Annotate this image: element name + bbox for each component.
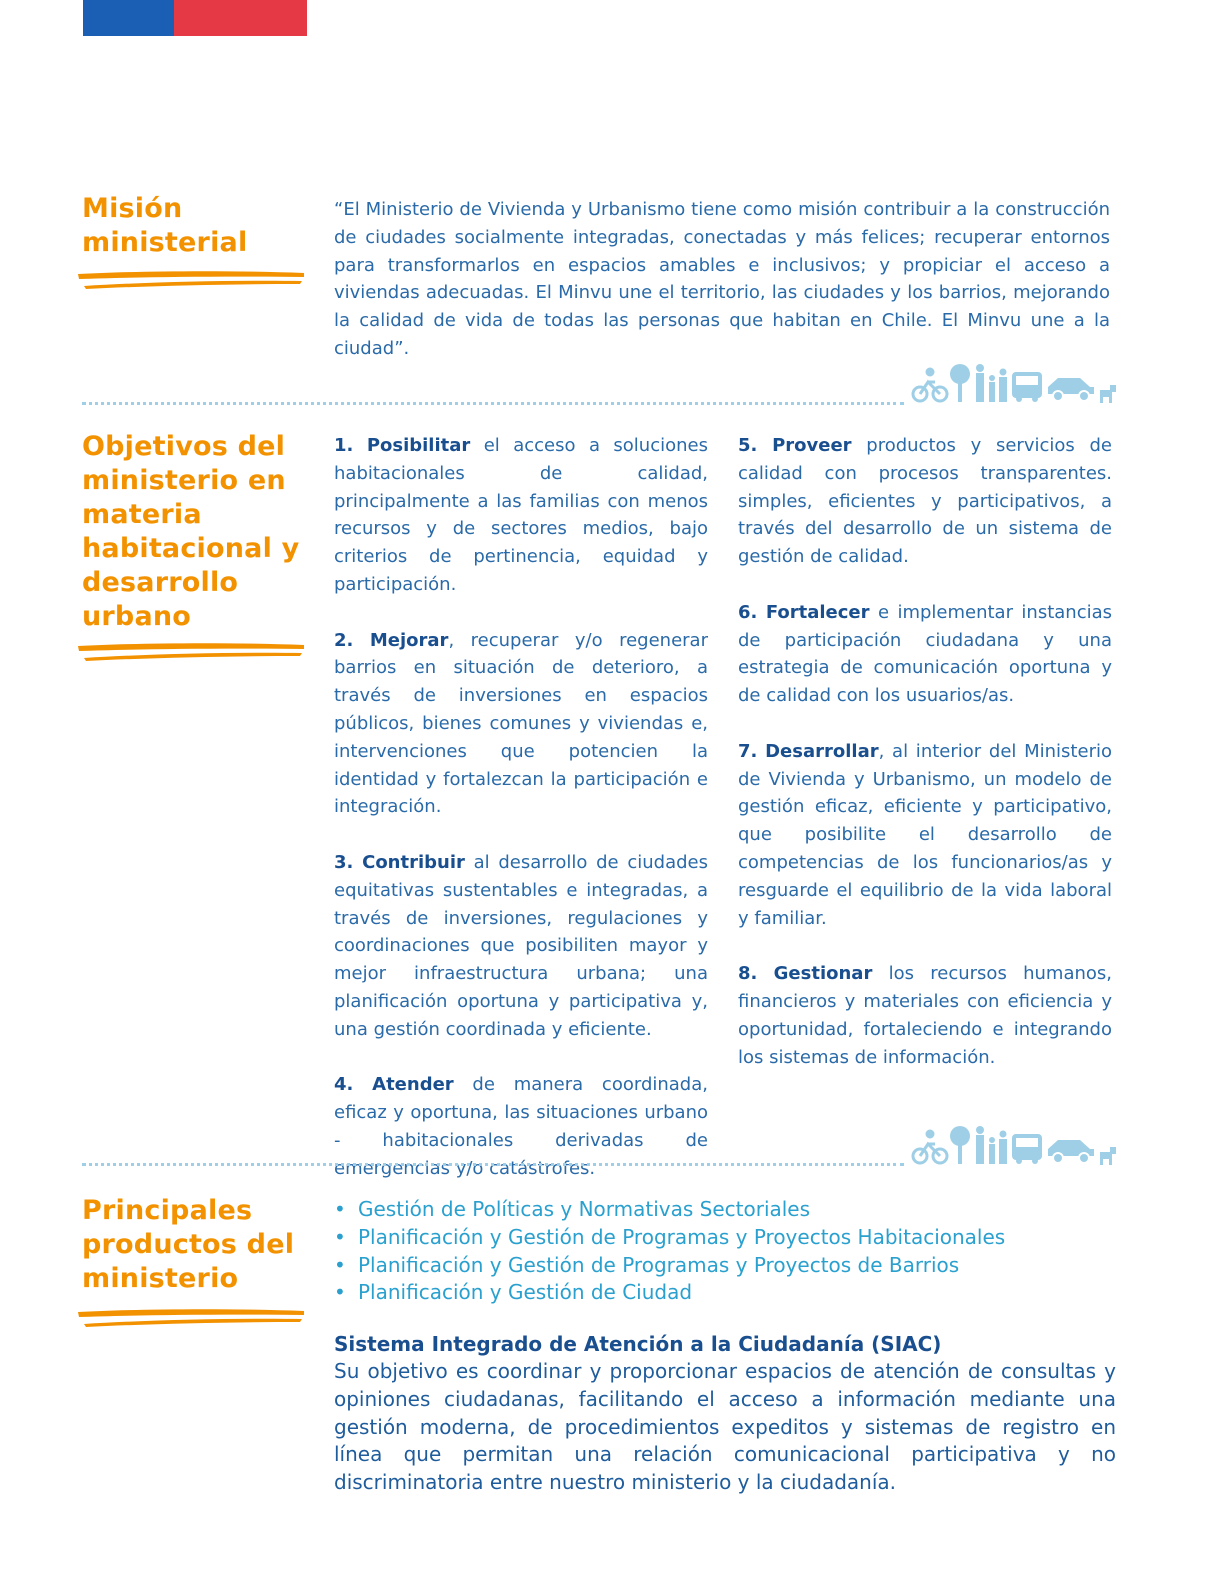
objectives-title-line: Objetivos del [82,431,286,462]
dog-icon [1100,385,1116,403]
siac-text: Su objetivo es coordinar y proporcionar espacios de atención de consultas y opiniones ciudadanas, facilitando el acceso a información mediante una gestión moderna, de procedimientos expeditos y sistemas de registro en línea que permitan una relación comunicacional participativa y no discriminatoria entre nuestro ministerio y la ciudadanía. [334,1359,1116,1495]
bicycle-icon [913,1131,947,1163]
objective-lead: Posibilitar [366,435,471,456]
family-icon [976,1126,1007,1164]
objective-item [738,599,1112,710]
city-icons-strip [908,1122,1118,1166]
flag-red-stripe [174,0,307,36]
dotted-divider [82,1163,904,1166]
product-label: Planificación y Gestión de Programas y Proyectos Habitacionales [358,1224,1006,1249]
objective-number: 4. [334,1074,354,1096]
objective-text: productos y servicios de calidad con procesos transparentes. simples, eficientes y participativos, a través del desarrollo de un sistema de gestión de calidad. [738,435,1112,568]
objective-lead: Atender [372,1074,454,1096]
mission-title-line: Misión [82,193,183,224]
city-icons-strip [908,360,1118,404]
objective-text: al desarrollo de ciudades equitativas sustentables e integradas, a través de inversiones, regulaciones y coordinaciones que posibiliten mayor y mejor infraestructura urbana; una planificación oportuna y participativa y, una gestión coordinada y eficiente. [334,851,708,1040]
objective-item [334,627,708,822]
products-list [334,1196,1124,1307]
bullet-icon: • [334,1197,346,1221]
objective-item [738,960,1112,1071]
objective-number: 6. [738,601,758,623]
objectives-title-line: materia [82,499,202,530]
bullet-icon: • [334,1252,346,1277]
objective-lead: Contribuir [362,851,465,873]
orange-brush-underline [76,640,306,662]
orange-brush-underline [76,268,306,290]
list-item [334,1252,1124,1280]
objective-text: , al interior del Ministerio de Vivienda y Urbanismo, un modelo de gestión eficaz, eficiente y participativo, que posibilite el desarrollo de competencias de los funcionarios/as y resguarde el equilibrio de la vida laboral y familiar. [738,740,1112,929]
bullet-icon: • [334,1224,346,1249]
list-item [334,1224,1124,1252]
family-icon [976,364,1007,402]
objectives-column-right [738,432,1112,1099]
products-title-line: productos del [82,1229,295,1260]
flag-blue-stripe [83,0,174,36]
objectives-title-line: habitacional y [82,533,300,564]
orange-brush-underline [76,1306,306,1328]
objective-item [738,432,1112,571]
objective-lead: Proveer [772,435,852,456]
objective-lead: Gestionar [773,963,873,985]
products-title-line: Principales [82,1195,253,1226]
mission-text: “El Ministerio de Vivienda y Urbanismo tiene como misión contribuir a la construcción de ciudades socialmente integradas, conectadas y más felices; recuperar entornos para transformarlos en espacios amables e inclusivos; y propiciar el acceso a viviendas adecuadas. El Minvu une el territorio, las ciudades y los barrios, mejorando la calidad de vida de todas las personas que habitan en Chile. El Minvu une a la ciudad”. [334,199,1110,359]
tree-icon [950,364,970,402]
objective-lead: Fortalecer [765,601,870,623]
objective-lead: Desarrollar [765,740,879,762]
bus-icon [1012,372,1042,402]
products-title-line: ministerio [82,1263,239,1294]
objective-number: 2. [334,629,354,651]
objectives-title [82,430,312,634]
car-icon [1048,1140,1094,1163]
objective-number: 3. [334,851,354,873]
objective-item [334,432,708,599]
objectives-title-line: urbano [82,601,192,632]
car-icon [1048,378,1094,401]
objective-number: 8. [738,963,758,985]
mission-title [82,192,312,260]
objective-item [334,849,708,1044]
mission-title-line: ministerial [82,227,248,258]
list-item [334,1196,1124,1224]
product-label: Planificación y Gestión de Ciudad [358,1280,693,1305]
objective-text: , recuperar y/o regenerar barrios en situación de deterioro, a través de inversiones en espacios públicos, bienes comunes y viviendas e, intervenciones que potencien la identidad y fortalezcan la participación e integración. [334,629,708,818]
tree-icon [950,1126,970,1164]
objective-number: 7. [738,740,758,762]
dotted-divider [82,402,904,405]
objectives-title-line: ministerio en [82,465,286,496]
siac-title: Sistema Integrado de Atención a la Ciudadanía (SIAC) [334,1332,942,1356]
objective-text: e implementar instancias de participación ciudadana y una estrategia de comunicación oportuna y de calidad con los usuarios/as. [738,601,1112,707]
objective-number: 5. [738,435,758,456]
list-item [334,1279,1124,1307]
products-title [82,1194,312,1296]
product-label: Planificación y Gestión de Programas y Proyectos de Barrios [358,1252,960,1277]
product-label: Gestión de Políticas y Normativas Sectoriales [358,1197,811,1221]
dog-icon [1100,1147,1116,1165]
objective-item [738,738,1112,933]
objective-text: los recursos humanos, financieros y materiales con eficiencia y oportunidad, fortaleciendo e integrando los sistemas de información. [738,963,1112,1068]
bicycle-icon [913,369,947,401]
bus-icon [1012,1134,1042,1164]
objective-text: de manera coordinada, eficaz y oportuna, las situaciones urbano - habitacionales derivadas de emergencias y/o catástrofes. [334,1074,708,1179]
bullet-icon: • [334,1280,346,1305]
objectives-title-line: desarrollo [82,567,239,598]
objective-lead: Mejorar [369,629,449,651]
objective-number: 1. [334,435,354,456]
objective-text: el acceso a soluciones habitacionales de calidad, principalmente a las familias con menos recursos y de sectores medios, bajo criterios de pertinencia, equidad y participación. [334,435,708,595]
objectives-column-left [334,432,708,1210]
